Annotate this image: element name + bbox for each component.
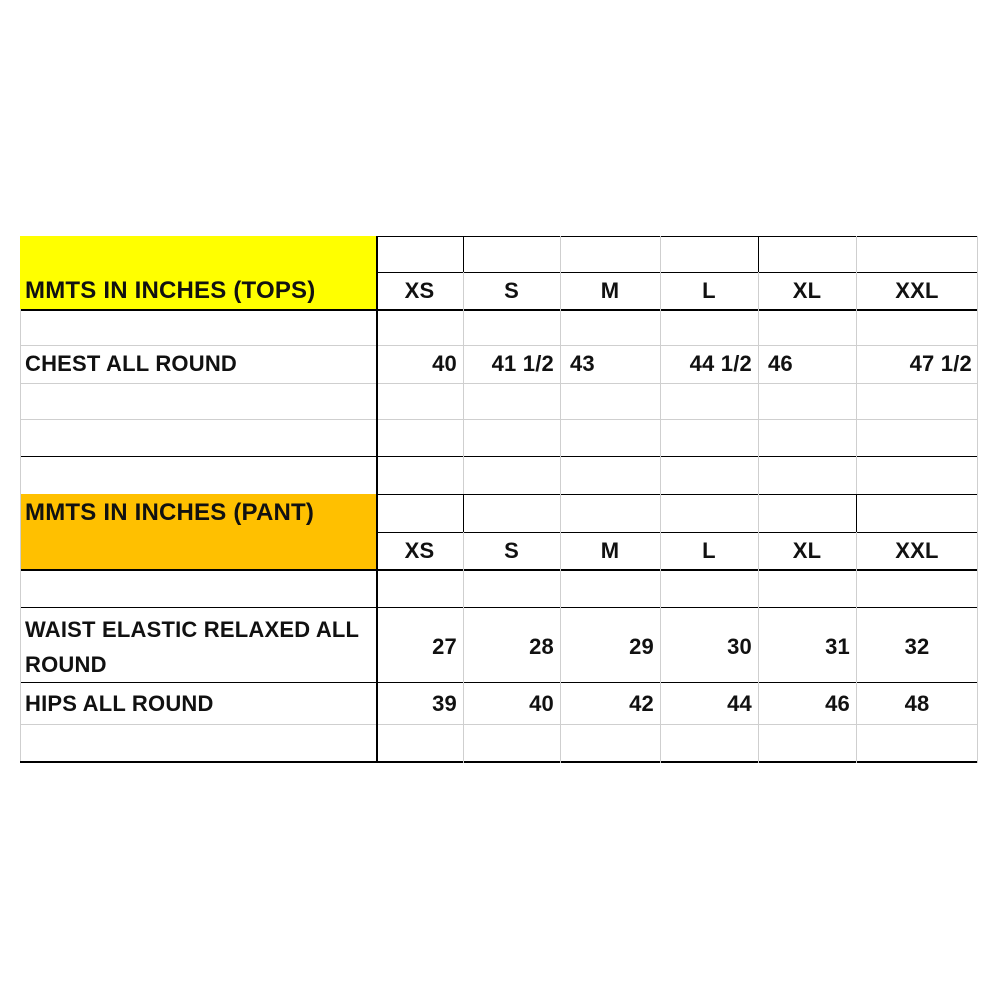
tops-table-title: MMTS IN INCHES (TOPS) [25,277,316,304]
measurement-value: 44 [727,691,752,716]
measurement-value: 29 [629,633,654,659]
measurement-label: WAIST ELASTIC RELAXED ALL ROUND [25,616,359,677]
size-chart-table [20,236,978,763]
grid-line [20,724,978,725]
grid-line [660,236,661,763]
measurement-value: 32 [904,633,930,659]
measurement-value: 41 1/2 [491,351,554,376]
measurement-value: 43 [570,351,595,376]
grid-line [376,236,378,763]
grid-line [20,309,978,311]
grid-line [376,532,978,533]
grid-line [977,236,978,763]
pant-size-header: XS [404,538,435,563]
measurement-label: HIPS ALL ROUND [25,691,214,716]
grid-line [20,456,978,457]
grid-line [376,236,978,237]
grid-line [560,236,561,763]
tops-size-header: L [702,278,716,303]
grid-line [20,607,978,608]
pant-size-header: L [702,538,716,563]
measurement-value: 48 [904,691,930,716]
grid-line [376,272,978,273]
pant-size-header: XXL [895,538,939,563]
measurement-value: 31 [825,633,850,659]
measurement-value: 46 [768,351,793,376]
tops-size-header: M [600,278,620,303]
grid-line [20,682,978,683]
tops-size-header: S [504,278,519,303]
tops-size-header: XS [404,278,435,303]
pant-size-header: M [600,538,620,563]
tops-size-header: XL [792,278,822,303]
measurement-value: 39 [432,691,457,716]
measurement-value: 30 [727,633,752,659]
measurement-value: 27 [432,633,457,659]
measurement-value: 44 1/2 [689,351,752,376]
tops-size-header: XXL [895,278,939,303]
grid-line [20,345,978,346]
measurement-value: 40 [432,351,457,376]
grid-line [20,761,978,763]
measurement-value: 46 [825,691,850,716]
grid-line [463,236,464,272]
grid-line [376,494,978,495]
grid-line [20,309,21,761]
grid-line [856,494,857,532]
measurement-value: 28 [529,633,554,659]
grid-line [20,419,978,420]
pant-size-header: XL [792,538,822,563]
pant-table-title: MMTS IN INCHES (PANT) [25,499,315,526]
pant-size-header: S [504,538,519,563]
grid-line [20,569,978,571]
grid-line [463,494,464,532]
grid-line [20,383,978,384]
measurement-value: 47 1/2 [909,351,972,376]
measurement-value: 42 [629,691,654,716]
grid-line [758,236,759,763]
measurement-label: CHEST ALL ROUND [25,351,237,376]
measurement-value: 40 [529,691,554,716]
grid-line [758,236,759,272]
